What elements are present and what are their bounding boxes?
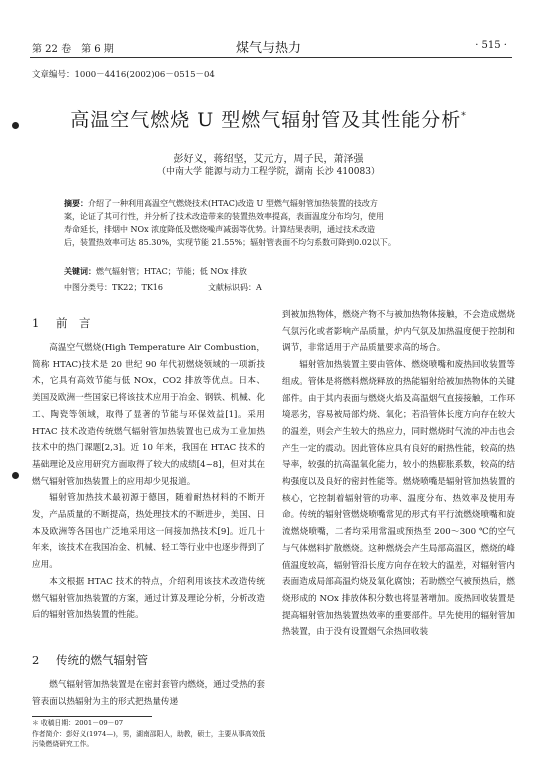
right-column-body [282, 307, 515, 641]
keywords [64, 265, 489, 278]
author-affiliation: （中南大学 能源与动力工程学院，湖南 长沙 410083） [157, 167, 380, 177]
footnote-rule [32, 716, 152, 717]
section-1-title: 前 言 [56, 316, 91, 330]
abstract-line-4: 后，装置热效率可达 85.30%，实现节能 21.55%；辐射管表面不均匀系数可降到0.02以下。 [64, 238, 396, 247]
section-1-heading [32, 315, 91, 331]
classification-number: 中图分类号：TK22；TK16 [64, 283, 163, 292]
keywords-text: 燃气辐射管；HTAC；节能；低 NOx 排放 [96, 267, 247, 276]
binding-hole-marker [12, 472, 19, 479]
section-2-heading [32, 652, 148, 668]
running-header-issue: 第 22 卷 第 6 期 [32, 44, 114, 55]
paragraph-intro-1: 高温空气燃烧(High Temperature Air Combustion，简称 HTAC)技术是 20 世纪 90 年代初燃烧领域的一项新技术，它具有高效节能与低 NOx，CO2 排放等优点。日本、美国及欧洲一些国家已将该技术应用于冶金、钢铁、机械、化工、陶瓷等领域，取得了显著的节能与环保效益[1]。采用 HTAC 技术改造传统燃气辐射管加热装置也已成为工业加热技术中的热门课题[2,3]。近 10 年来，我国在 HTAC 技术的基础理论及应用研究方面取得了较大的成绩[4~8]，但对其在燃气辐射管加热装置上的应用却少见报道。 [32, 343, 265, 487]
footnotes [32, 718, 272, 750]
title-footnote-mark: * [461, 111, 467, 122]
paragraph-intro-2: 辐射管加热技术最初源于德国，随着耐热材料的不断开发，产品质量的不断提高，热处理技术的不断进步，美国、日本及欧洲等各国也广泛地采用这一间接加热技术[9]。近几十年来，该技术在我国冶金、机械、轻工等行业中也逐步得到了应用。 [32, 493, 265, 571]
paper-title-text: 高温空气燃烧 U 型燃气辐射管及其性能分析 [70, 109, 462, 131]
running-header-page-number: · 515 · [475, 40, 507, 51]
section-2-title: 传统的燃气辐射管 [56, 653, 148, 667]
article-number: 文章编号：1000－4416(2002)06－0515－04 [32, 70, 215, 80]
section-1-number: 1 [32, 316, 40, 330]
paragraph-intro-3: 本文根据 HTAC 技术的特点，介绍利用该技术改造传统燃气辐射管加热装置的方案，通过计算及理论分析，分析改造后的辐射管加热装置的性能。 [32, 576, 265, 621]
author-list: 彭好义，蒋绍坚，艾元方，周子民，萧泽强 [173, 154, 364, 165]
keywords-label: 关键词： [64, 266, 96, 276]
paragraph-continued: 到被加热物体，燃烧产物不与被加热物体接触，不会造成燃烧气氛污化或者影响产品质量，炉内气氛及加热温度便于控制和调节，非常适用于产品质量要求高的场合。 [282, 310, 515, 354]
abstract-line-3: 寿命延长，排烟中 NOx 浓度降低及燃烧噪声减弱等优势。计算结果表明，通过技术改造 [64, 225, 376, 234]
paper-title [0, 105, 537, 132]
footnote-author-bio: 作者简介：彭好义(1974—)，男，湖南邵阳人，助教，硕士，主要从事高效低污染燃烧研究工作。 [32, 729, 266, 748]
section-2-number: 2 [32, 653, 40, 667]
section-2-body [32, 677, 265, 710]
paragraph-radiant-tube-2: 辐射管加热装置主要由管体、燃烧喷嘴和废热回收装置等组成。管体是将燃料燃烧释放的热能辐射给被加热物体的关键部件。由于其内表面与燃烧火焰及高温烟气直接接触，工作环境恶劣，容易被局部灼烧、氧化；若沿管体长度方向存在较大的温差，则会产生较大的热应力，同时燃烧时气流的冲击也会产生一定的震动。因此管体应具有良好的耐热性能，较高的热导率，较强的抗高温氧化能力，较小的热膨胀系数，较高的结构强度以及良好的密封性能等。燃烧喷嘴是辐射管加热装置的核心，它控制着辐射管的功率、温度分布、热效率及使用寿命。传统的辐射管燃烧喷嘴常见的形式有平行流燃烧喷嘴和旋流燃烧喷嘴，二者均采用常温或预热至 200～300 ℃的空气与气体燃料扩散燃烧。这种燃烧会产生局部高温区，燃烧的峰值温度较高，辐射管沿长度方向存在较大的温差，对辐射管内表面造成局部高温灼烧及氧化腐蚀；若助燃空气被预热后，燃烧形成的 NOx 排放体积分数也将显著增加。废热回收装置是提高辐射管加热装置热效率的重要部件。早先使用的辐射管加热装置，由于没有设置烟气余热回收装 [282, 360, 515, 638]
document-code: 文献标识码：A [208, 283, 262, 292]
abstract-line-1: 摘要：介绍了一种利用高温空气燃烧技术(HTAC)改造 U 型燃气辐射管加热装置的技改方 [64, 198, 378, 208]
abstract-line-2: 案，论证了其可行性，并分析了技术改造带来的装置热效率提高，表面温度分布均匀，使用 [64, 212, 384, 221]
running-header-journal: 煤气与热力 [235, 41, 301, 56]
abstract [64, 197, 489, 249]
left-column-body [32, 340, 265, 624]
abstract-label: 摘要： [64, 198, 88, 208]
paragraph-radiant-tube-1: 燃气辐射管加热装置是在密封套管内燃烧，通过受热的套管表面以热辐射为主的形式把热量传递 [32, 680, 265, 707]
footnote-received-date: ＊ 收稿日期：2001－09－07 [32, 719, 124, 727]
header-rule [30, 57, 512, 58]
